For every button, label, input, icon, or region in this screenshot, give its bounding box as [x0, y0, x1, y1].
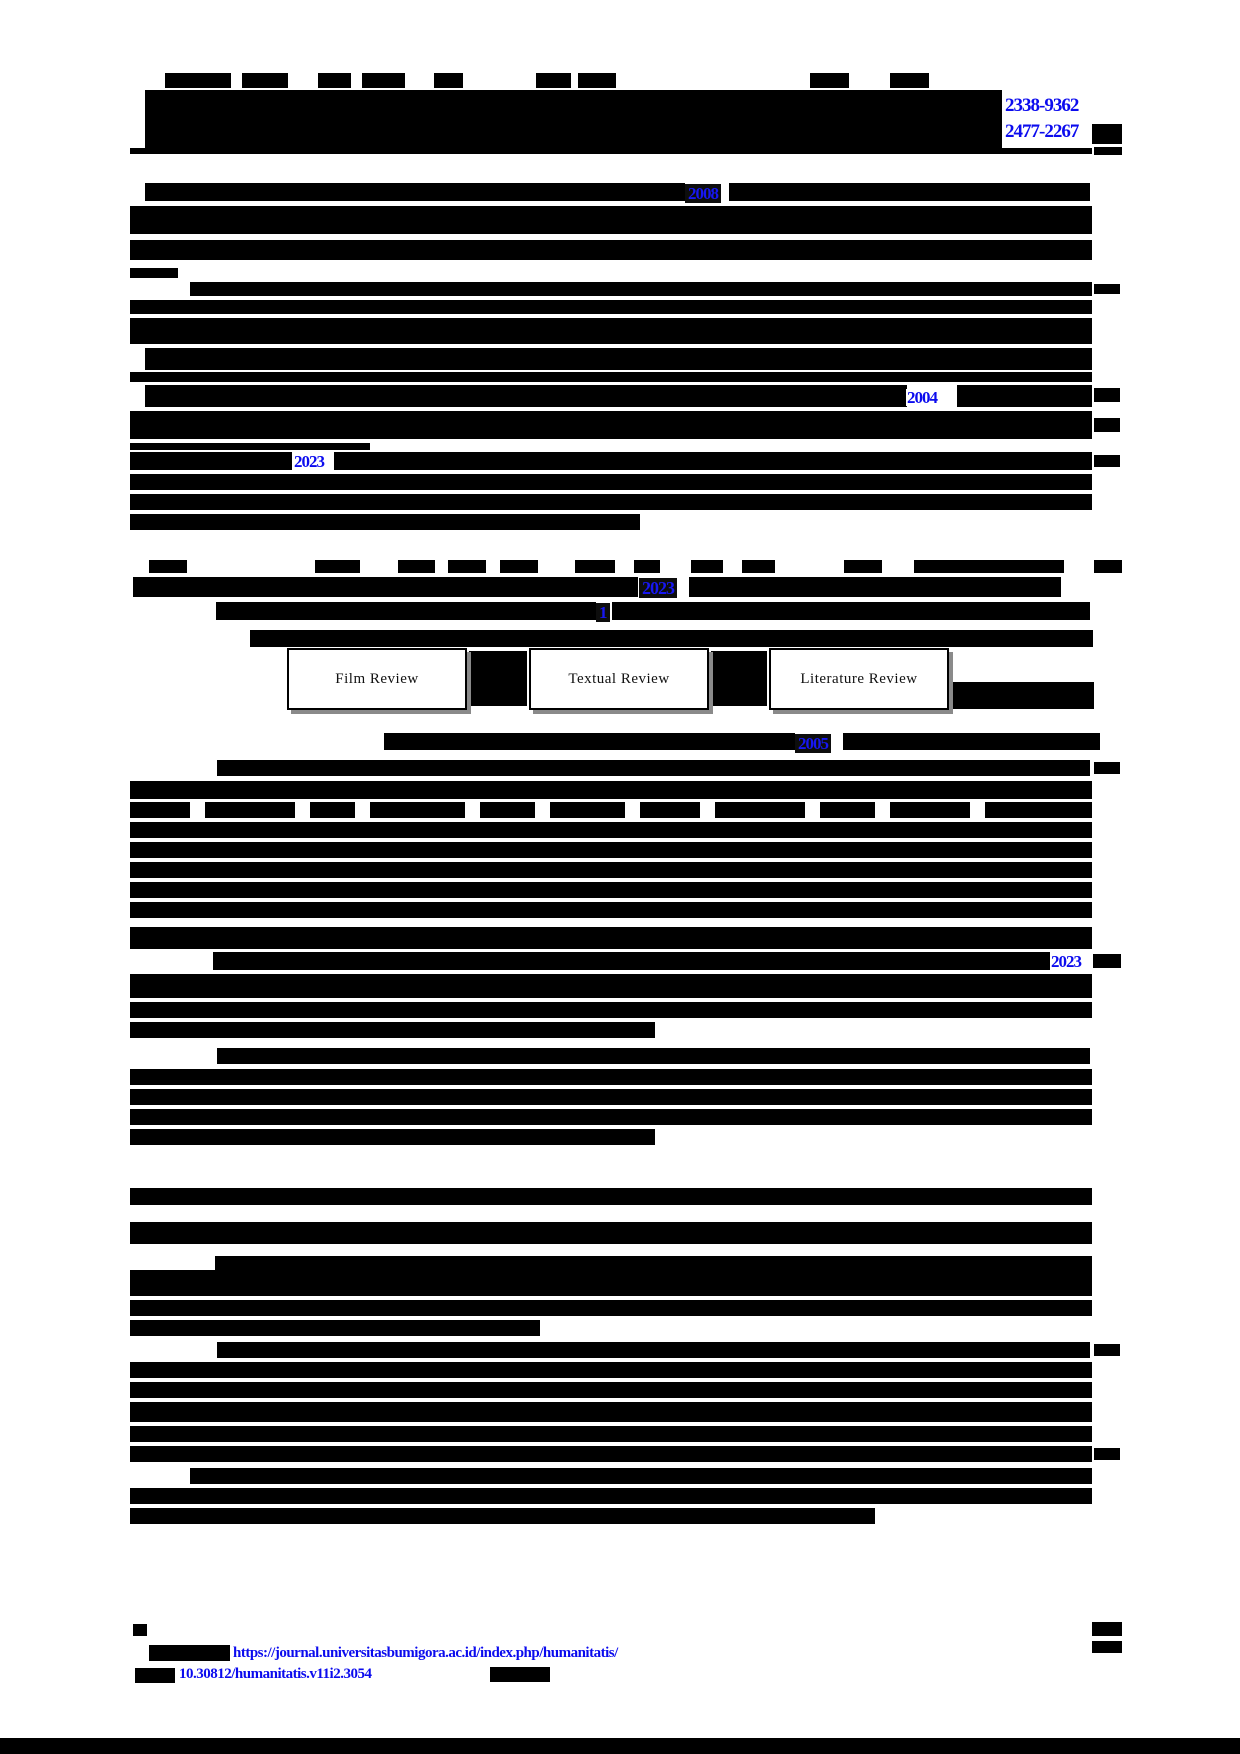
redaction-bar: [640, 802, 700, 818]
redaction-bar: [398, 560, 435, 573]
redaction-bar: [362, 73, 405, 88]
redaction-bar: [612, 602, 1090, 620]
redaction-bar: [334, 452, 1092, 470]
redaction-bar: [384, 733, 795, 750]
redaction-bar: [130, 781, 1092, 799]
redaction-bar: [691, 560, 723, 573]
redaction-bar: [130, 974, 1092, 998]
redaction-bar: [820, 802, 875, 818]
redaction-bar: [217, 1048, 1090, 1064]
redaction-bar: [729, 183, 1090, 201]
redaction-bar: [135, 1668, 175, 1683]
redaction-bar: [469, 651, 527, 706]
redaction-bar: [130, 902, 1092, 918]
redaction-bar: [130, 372, 1092, 382]
redaction-bar: [130, 1129, 655, 1145]
redaction-bar: [957, 385, 1092, 407]
redaction-bar: [250, 630, 1093, 647]
redaction-bar: [890, 802, 970, 818]
redaction-bar: [165, 73, 231, 88]
redaction-bar: [130, 1089, 1092, 1105]
redaction-bar: [1094, 418, 1120, 432]
redaction-bar: [242, 73, 288, 88]
redaction-bar: [190, 282, 1092, 296]
redaction-bar: [130, 206, 1092, 234]
redaction-bar: [133, 577, 638, 597]
doi-link[interactable]: 10.30812/humanitatis.v11i2.3054: [179, 1666, 372, 1682]
redaction-bar: [130, 1402, 1092, 1422]
journal-url-link[interactable]: https://journal.universitasbumigora.ac.id/index.php/humanitatis/: [233, 1645, 618, 1661]
redaction-bar: [130, 148, 1092, 154]
redaction-bar: [742, 560, 775, 573]
issn-online-link[interactable]: 2477-2267: [1005, 121, 1079, 142]
redaction-bar: [130, 411, 1092, 439]
redaction-bar: [1094, 284, 1120, 294]
redaction-bar: [130, 1320, 540, 1336]
redaction-bar: [914, 560, 1064, 573]
redaction-bar: [578, 73, 616, 88]
citation-year-2004[interactable]: 2004: [907, 388, 937, 407]
redaction-bar: [145, 348, 1092, 370]
redaction-bar: [318, 73, 351, 88]
redaction-bar: [130, 927, 1092, 949]
redaction-bar: [951, 682, 1094, 709]
redaction-bar: [130, 1188, 1092, 1205]
redaction-bar: [500, 560, 538, 573]
redaction-bar: [1093, 954, 1121, 968]
redaction-bar: [1094, 762, 1120, 774]
redaction-bar: [130, 240, 1092, 260]
figure-box-film-review: [287, 648, 467, 710]
redaction-bar: [1094, 1448, 1120, 1460]
redaction-bar: [130, 1300, 1092, 1316]
redaction-bar: [1092, 1641, 1122, 1653]
redaction-bar: [145, 385, 907, 407]
redaction-bar: [130, 474, 1092, 490]
figure-box-textual-review: [529, 648, 709, 710]
redaction-bar: [130, 1426, 1092, 1442]
redaction-bar: [130, 802, 190, 818]
redaction-bar: [448, 560, 486, 573]
redaction-bar: [130, 1508, 875, 1524]
redaction-bar: [130, 494, 1092, 510]
redaction-bar: [130, 318, 1092, 344]
redaction-bar: [130, 822, 1092, 838]
redaction-bar: [130, 882, 1092, 898]
redaction-bar: [985, 802, 1092, 818]
redaction-bar: [215, 1256, 1092, 1270]
figure-box-literature-review: [769, 648, 949, 710]
figure-box-textual-review-label: Textual Review: [568, 670, 670, 687]
redaction-bar: [689, 577, 1061, 597]
redaction-bar: [130, 1222, 1092, 1244]
redaction-bar: [434, 73, 463, 88]
redaction-bar: [130, 443, 370, 450]
redaction-bar: [205, 802, 295, 818]
redaction-bar: [130, 268, 178, 278]
redaction-bar: [145, 90, 1002, 150]
redaction-bar: [810, 73, 849, 88]
redaction-bar: [711, 651, 767, 706]
redaction-bar: [217, 760, 1090, 776]
redaction-bar: [133, 1624, 147, 1636]
redaction-bar: [130, 1270, 1092, 1296]
redaction-bar: [130, 514, 640, 530]
redaction-bar: [844, 560, 882, 573]
redaction-bar: [190, 1468, 1092, 1484]
redaction-bar: [130, 1022, 655, 1038]
redaction-bar: [1094, 1344, 1120, 1356]
redaction-bar: [310, 802, 355, 818]
redaction-bar: [550, 802, 625, 818]
redaction-bar: [130, 1109, 1092, 1125]
redaction-bar: [130, 842, 1092, 858]
redaction-bar: [130, 1002, 1092, 1018]
redaction-bar: [217, 1342, 1090, 1358]
redaction-bar: [216, 602, 596, 620]
redaction-bar: [890, 73, 929, 88]
redaction-bar: [130, 300, 1092, 314]
redaction-bar: [213, 952, 1050, 970]
redaction-bar: [130, 1362, 1092, 1378]
citation-year-2008[interactable]: 2008: [685, 184, 721, 203]
figure-box-film-review-label: Film Review: [335, 670, 419, 687]
redaction-bar: [1092, 1622, 1122, 1636]
figure-reference-link[interactable]: 1: [596, 603, 610, 622]
redaction-bar: [130, 1446, 1092, 1462]
redaction-bar: [130, 1488, 1092, 1504]
redaction-bar: [490, 1667, 550, 1682]
redaction-bar: [480, 802, 535, 818]
redaction-bar: [1094, 455, 1120, 467]
redaction-bar: [130, 1382, 1092, 1398]
redaction-bar: [1094, 388, 1120, 402]
citation-year-2005[interactable]: 2005: [795, 734, 831, 753]
citation-year-2023-heading[interactable]: 2023: [639, 578, 677, 598]
redaction-bar: [130, 862, 1092, 878]
redaction-bar: [315, 560, 360, 573]
redaction-bar: [145, 183, 685, 201]
redaction-bar: [0, 1738, 1240, 1754]
redaction-bar: [634, 560, 660, 573]
redaction-bar: [370, 802, 465, 818]
redaction-bar: [843, 733, 1100, 750]
redaction-bar: [130, 452, 292, 470]
redaction-bar: [130, 1069, 1092, 1085]
redaction-bar: [1094, 147, 1122, 155]
issn-print-link[interactable]: 2338-9362: [1005, 95, 1079, 116]
redaction-bar: [536, 73, 571, 88]
figure-box-literature-review-label: Literature Review: [800, 670, 918, 687]
redaction-bar: [575, 560, 615, 573]
redaction-bar: [1092, 124, 1122, 144]
redaction-bar: [1094, 560, 1122, 573]
citation-year-2023-abstract[interactable]: 2023: [294, 452, 324, 471]
redaction-bar: [149, 560, 187, 573]
citation-year-2023-body[interactable]: 2023: [1051, 952, 1081, 971]
redaction-bar: [149, 1645, 230, 1661]
redaction-bar: [715, 802, 805, 818]
